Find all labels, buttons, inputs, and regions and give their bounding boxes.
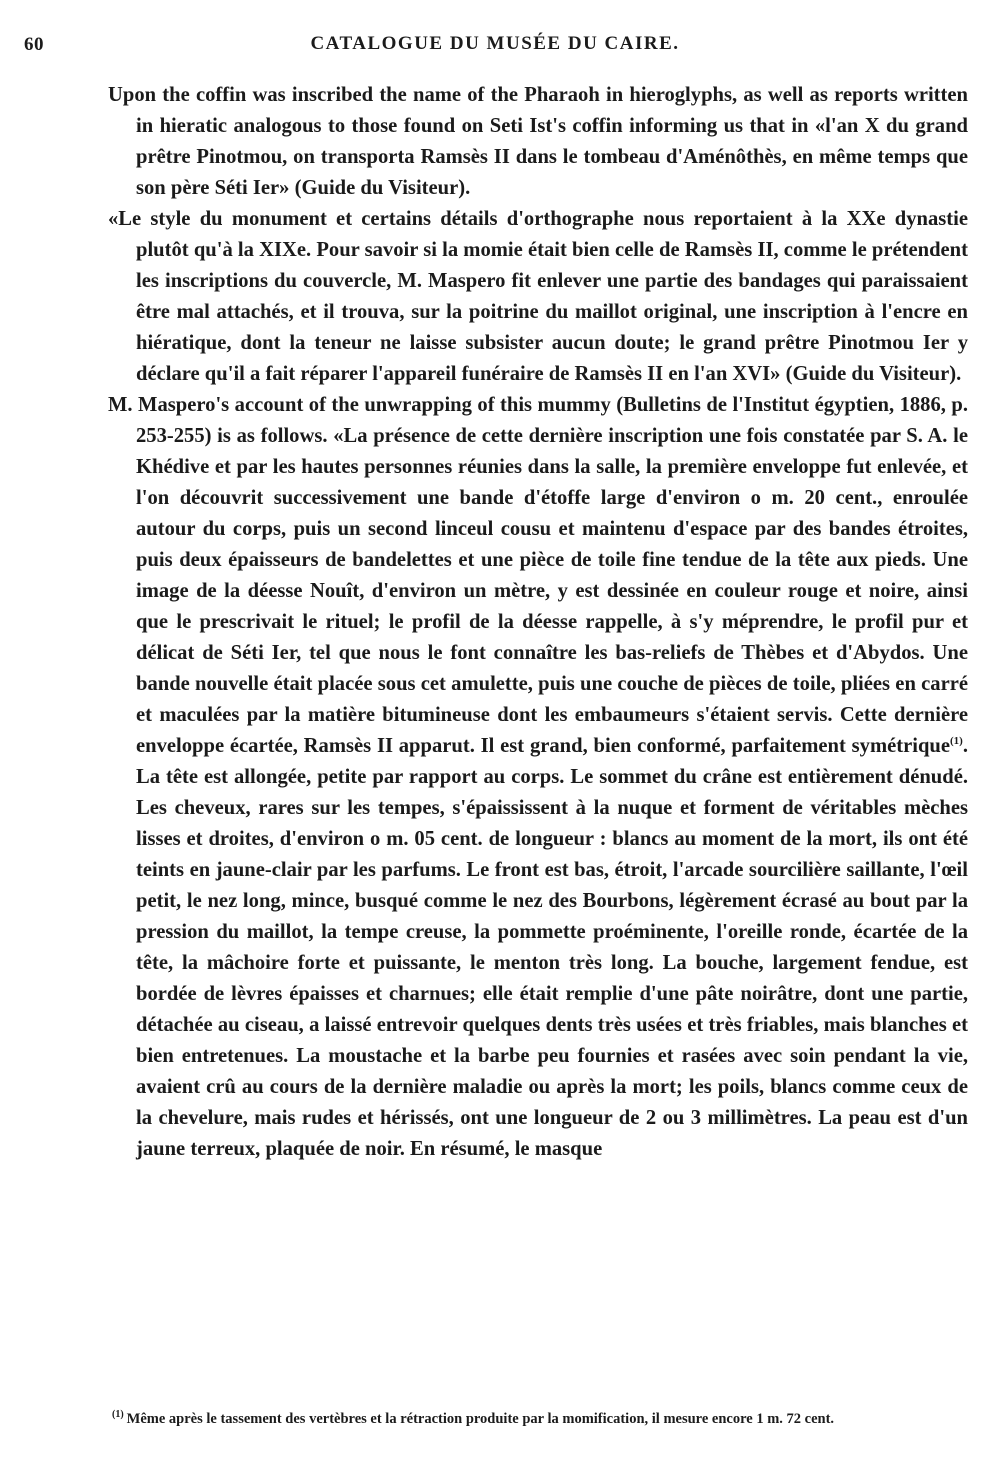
body-text bbox=[108, 80, 968, 1165]
running-title: CATALOGUE DU MUSÉE DU CAIRE. bbox=[310, 33, 680, 54]
footnote-text: Même après le tassement des vertèbres et la rétraction produite par la momification, il mesure encore 1 m. 72 cent. bbox=[126, 1411, 835, 1427]
paragraph-text-continued: . La tête est allongée, petite par rapport au corps. Le sommet du crâne est entièrement dénudé. Les cheveux, rares sur les tempes, s'épaississent à la nuque et forment de véritables mèches lisses et droites, d'environ o m. 05 cent. de longueur : blancs au moment de la mort, ils ont été teints en jaune-clair par les parfums. Le front est bas, étroit, l'arcade sourcilière saillante, l'œil petit, le nez long, mince, busqué comme le nez des Bourbons, légèrement écrasé au bout par la pression du maillot, la tempe creuse, la pommette proéminente, l'oreille ronde, écartée de la tête, la mâchoire forte et puissante, le menton très long. La bouche, largement fendue, est bordée de lèvres épaisses et charnues; elle était remplie d'une pâte noirâtre, dont une partie, détachée au ciseau, a laissé entrevoir quelques dents très usées et très friables, mais blanches et bien entretenues. La moustache et la barbe peu fournies et rasées avec soin pendant la vie, avaient crû au cours de la dernière maladie ou après la mort; les poils, blancs comme ceux de la chevelure, mais rudes et hérissés, ont une longueur de 2 ou 3 millimètres. La peau est d'un jaune terreux, plaquée de noir. En résumé, le masque bbox=[136, 735, 968, 1160]
paragraph-text: M. Maspero's account of the unwrapping of this mummy (Bulletins de l'Institut égyptien, 1886, p. 253-255) is as follows. «La présence de cette dernière inscription une fois constatée par S. A. le Khédive et par les hautes personnes réunies dans la salle, la première enveloppe fut enlevée, et l'on découvrit successivement une bande d'étoffe large d'environ o m. 20 cent., enroulée autour du corps, puis un second linceul cousu et maintenu d'espace par des bandes étroites, puis deux épaisseurs de bandelettes et une pièce de toile fine tendue de la tête aux pieds. Une image de la déesse Nouît, d'environ un mètre, y est dessinée en couleur rouge et noire, ainsi que le prescrivait le rituel; le profil de la déesse rappelle, à s'y méprendre, le profil pur et délicat de Séti Ier, tel que nous le font connaître les bas-reliefs de Thèbes et d'Abydos. Une bande nouvelle était placée sous cet amulette, puis une couche de pièces de toile, pliées en carré et maculées par la matière bitumineuse dont les embaumeurs s'étaient servis. Cette dernière enveloppe écartée, Ramsès II apparut. Il est grand, bien conformé, parfaitement symétrique bbox=[108, 394, 968, 757]
paragraph-guide-quote bbox=[108, 204, 968, 390]
paragraph-maspero-account bbox=[108, 390, 968, 1165]
page-number: 60 bbox=[24, 34, 44, 55]
paragraph-coffin-inscription bbox=[108, 80, 968, 204]
footnote bbox=[112, 1408, 972, 1430]
footnote-number: (1) bbox=[112, 1409, 124, 1421]
paragraph-text: Upon the coffin was inscribed the name of the Pharaoh in hieroglyphs, as well as reports written in hieratic analogous to those found on Seti Ist's coffin informing us that in «l'an X du grand prêtre Pinotmou, on transporta Ramsès II dans le tombeau d'Aménôthès, en même temps que son père Séti Ier» (Guide du Visiteur). bbox=[108, 84, 968, 199]
footnote-reference[interactable]: (1) bbox=[950, 735, 963, 748]
paragraph-text: «Le style du monument et certains détails d'orthographe nous reportaient à la XXe dynastie plutôt qu'à la XIXe. Pour savoir si la momie était bien celle de Ramsès II, comme le prétendent les inscriptions du couvercle, M. Maspero fit enlever une partie des bandages qui paraissaient être mal attachés, et il trouva, sur la poitrine du maillot original, une inscription à l'encre en hiératique, dont la teneur ne laisse subsister aucun doute; le grand prêtre Pinotmou Ier y déclare qu'il a fait réparer l'appareil funéraire de Ramsès II en l'an XVI» (Guide du Visiteur). bbox=[108, 208, 968, 385]
